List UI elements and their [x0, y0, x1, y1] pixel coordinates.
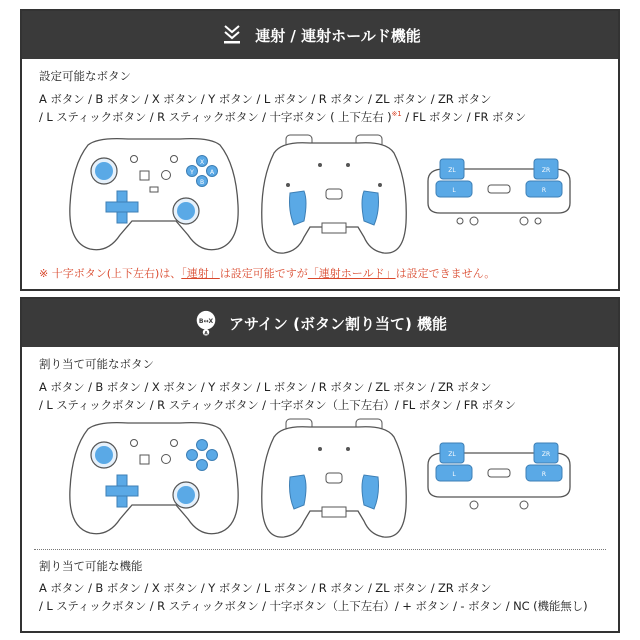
assign-icon	[193, 310, 219, 336]
controller-back-illustration	[260, 131, 408, 259]
note-turbo-hold-term: 「連射ホールド」	[307, 267, 396, 280]
zl-label: ZL	[448, 167, 456, 174]
turbo-section-header	[22, 11, 618, 59]
note-text-3: は設定できません。	[395, 267, 496, 280]
note-turbo-term: 「連射」	[181, 267, 220, 280]
assignable-functions-line2: / L スティックボタン / R スティックボタン / 十字ボタン（上下左右）/ + ボタン / - ボタン / NC (機能無し)	[39, 599, 588, 613]
y-label: Y	[190, 169, 194, 176]
fr-paddle-highlight	[362, 191, 379, 225]
zl-label-2: ZL	[448, 451, 456, 458]
controller-front-illustration	[68, 135, 240, 253]
assign-icon-subtext: A	[204, 331, 208, 337]
right-stick-highlight	[177, 202, 195, 220]
zr-label-2: ZR	[541, 451, 551, 458]
turbo-section	[20, 9, 620, 291]
footnote-marker: ※1	[391, 110, 402, 119]
settable-buttons-line2	[39, 109, 526, 125]
a-label: A	[209, 169, 215, 176]
assignable-functions-label: 割り当て可能な機能	[39, 559, 143, 573]
settable-buttons-line2-text: / L スティックボタン / R スティックボタン / 十字ボタン ( 上下左右 )	[39, 110, 392, 124]
assign-section-header	[22, 299, 618, 347]
settable-buttons-line1: A ボタン / B ボタン / X ボタン / Y ボタン / L ボタン / R ボタン / ZL ボタン / ZR ボタン	[39, 92, 492, 106]
r-label-2: R	[541, 471, 547, 478]
assignable-functions-line1: A ボタン / B ボタン / X ボタン / Y ボタン / L ボタン / R ボタン / ZL ボタン / ZR ボタン	[39, 581, 492, 595]
assign-icon-text: B↔X	[198, 318, 214, 325]
zr-label: ZR	[541, 167, 551, 174]
turbo-section-title: 連射 / 連射ホールド機能	[255, 26, 421, 45]
l-label-2: L	[452, 471, 456, 478]
controller-back-illustration-2	[260, 415, 408, 543]
dpad-turbo-note	[39, 265, 495, 281]
assign-section	[20, 297, 620, 633]
left-stick-highlight	[95, 162, 113, 180]
note-text-2: は設定可能ですが	[219, 267, 308, 280]
assignable-buttons-label: 割り当て可能なボタン	[39, 357, 154, 371]
fl-paddle-highlight	[290, 191, 307, 225]
assignable-buttons-line2: / L スティックボタン / R スティックボタン / 十字ボタン（上下左右）/ FL ボタン / FR ボタン	[39, 398, 516, 412]
b-label: B	[199, 179, 205, 186]
note-text-1: ※ 十字ボタン(上下左右)は、	[39, 267, 182, 280]
section-divider	[34, 549, 606, 550]
controller-front-illustration-2	[68, 419, 240, 537]
l-label: L	[452, 187, 456, 194]
x-label: X	[199, 159, 205, 166]
assignable-buttons-line1: A ボタン / B ボタン / X ボタン / Y ボタン / L ボタン / R ボタン / ZL ボタン / ZR ボタン	[39, 380, 492, 394]
turbo-icon	[219, 22, 245, 48]
assign-section-title: アサイン (ボタン割り当て) 機能	[228, 314, 448, 333]
settable-buttons-line2-rest: / FL ボタン / FR ボタン	[401, 110, 527, 124]
controller-top-illustration-2	[420, 439, 578, 515]
r-label: R	[541, 187, 547, 194]
controller-top-illustration	[420, 155, 578, 231]
settable-buttons-label: 設定可能なボタン	[39, 69, 131, 83]
